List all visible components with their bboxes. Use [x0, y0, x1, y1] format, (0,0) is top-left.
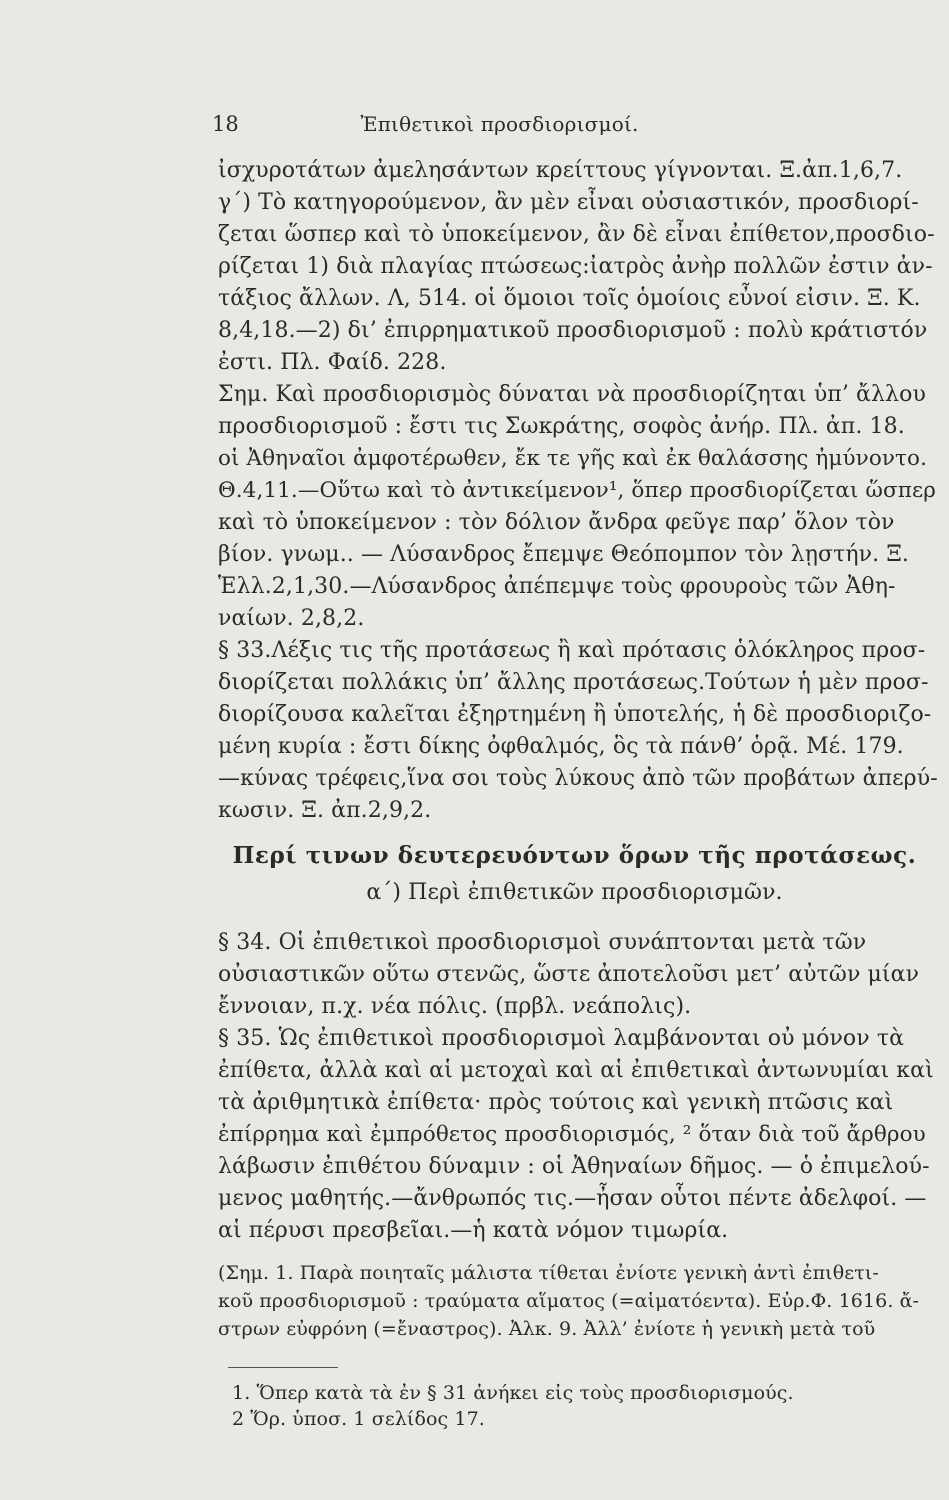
section-line: § 34. Οἱ ἐπιθετικοὶ προσδιορισμοὶ συνάπτονται μετὰ τῶν: [218, 930, 867, 955]
body-line: διορίζουσα καλεῖται ἐξηρτημένη ἢ ὑποτελής, ἡ δὲ προσδιοριζο-: [218, 702, 932, 727]
footnote: 1. Ὅπερ κατὰ τὰ ἐν § 31 ἀνήκει εἰς τοὺς προσδιορισμούς.: [232, 1382, 794, 1404]
section-line: μενος μαθητής.—ἄνθρωπός τις.—ἦσαν οὗτοι πέντε ἀδελφοί. —: [218, 1186, 927, 1211]
note-line: (Σημ. 1. Παρὰ ποιηταῖς μάλιστα τίθεται ἐνίοτε γενικὴ ἀντὶ ἐπιθετι-: [218, 1262, 879, 1284]
section-line: αἱ πέρυσι πρεσβεῖαι.—ἡ κατὰ νόμον τιμωρία.: [218, 1218, 729, 1243]
body-line: μένη κυρία : ἔστι δίκης ὀφθαλμός, ὃς τὰ πάνθ’ ὁρᾷ. Μέ. 179.: [218, 734, 904, 759]
section-line: λάβωσιν ἐπιθέτου δύναμιν : οἱ Ἀθηναίων δῆμος. — ὁ ἐπιμελού-: [218, 1154, 930, 1179]
body-line: Ἑλλ.2,1,30.—Λύσανδρος ἀπέπεμψε τοὺς φρουροὺς τῶν Ἀθη-: [218, 574, 896, 599]
body-line: § 33.Λέξις τις τῆς προτάσεως ἢ καὶ πρότασις ὁλόκληρος προσ-: [218, 638, 926, 663]
section-line: τὰ ἀριθμητικὰ ἐπίθετα· πρὸς τούτοις καὶ γενικὴ πτῶσις καὶ: [218, 1090, 894, 1115]
subsection-heading: α΄) Περὶ ἐπιθετικῶν προσδιορισμῶν.: [366, 880, 783, 905]
note-line: στρων εὐφρόνη (=ἔναστρος). Ἀλκ. 9. Ἀλλ’ ἐνίοτε ἡ γενικὴ μετὰ τοῦ: [218, 1318, 876, 1340]
body-line: ἰσχυροτάτων ἀμελησάντων κρείττους γίγνονται. Ξ.ἀπ.1,6,7.: [218, 158, 903, 183]
footnote-rule: [228, 1367, 338, 1368]
body-line: ρίζεται 1) διὰ πλαγίας πτώσεως:ἰατρὸς ἀνὴρ πολλῶν ἐστιν ἀν-: [218, 254, 933, 279]
section-line: οὐσιαστικῶν οὕτω στενῶς, ὥστε ἀποτελοῦσι μετ’ αὐτῶν μίαν: [218, 962, 920, 987]
body-line: καὶ τὸ ὑποκείμενον : τὸν δόλιον ἄνδρα φεῦγε παρ’ ὅλον τὸν: [218, 510, 895, 535]
note-line: κοῦ προσδιορισμοῦ : τραύματα αἵματος (=αἱματόεντα). Εὐρ.Φ. 1616. ἄ-: [218, 1290, 920, 1312]
page-number: 18: [212, 112, 239, 136]
body-line: κωσιν. Ξ. ἀπ.2,9,2.: [218, 798, 432, 823]
footnote: 2 Ὅρ. ὑποσ. 1 σελίδος 17.: [232, 1408, 485, 1430]
section-line: ἐπίρρημα καὶ ἐμπρόθετος προσδιορισμός, ² ὅταν διὰ τοῦ ἄρθρου: [218, 1122, 926, 1147]
body-line: Θ.4,11.—Οὕτω καὶ τὸ ἀντικείμενον¹, ὅπερ προσδιορίζεται ὥσπερ: [218, 478, 936, 503]
body-line: ἐστι. Πλ. Φαίδ. 228.: [218, 350, 447, 375]
running-title: Ἐπιθετικοὶ προσδιορισμοί.: [360, 112, 639, 136]
running-header: [212, 112, 787, 142]
section-heading: Περί τινων δευτερευόντων ὅρων τῆς προτάσεως.: [232, 842, 917, 869]
section-line: ἔννοιαν, π.χ. νέα πόλις. (πρβλ. νεάπολις).: [218, 994, 692, 1019]
section-line: ἐπίθετα, ἀλλὰ καὶ αἱ μετοχαὶ καὶ αἱ ἐπιθετικαὶ ἀντωνυμίαι καὶ: [218, 1058, 934, 1083]
body-line: προσδιορισμοῦ : ἔστι τις Σωκράτης, σοφὸς ἀνήρ. Πλ. ἀπ. 18.: [218, 414, 905, 439]
body-line: διορίζεται πολλάκις ὑπ’ ἄλλης προτάσεως.Τούτων ἡ μὲν προσ-: [218, 670, 929, 695]
section-line: § 35. Ὡς ἐπιθετικοὶ προσδιορισμοὶ λαμβάνονται οὐ μόνον τὰ: [218, 1026, 905, 1051]
body-line: βίον. γνωμ.. — Λύσανδρος ἔπεμψε Θεόπομπον τὸν λῃστήν. Ξ.: [218, 542, 909, 567]
body-line: γ΄) Τὸ κατηγορούμενον, ἂν μὲν εἶναι οὐσιαστικόν, προσδιορί-: [218, 190, 919, 215]
body-line: —κύνας τρέφεις,ἵνα σοι τοὺς λύκους ἀπὸ τῶν προβάτων ἀπερύ-: [218, 766, 938, 791]
body-line: ζεται ὥσπερ καὶ τὸ ὑποκείμενον, ἂν δὲ εἶναι ἐπίθετον,προσδιο-: [218, 222, 935, 247]
body-line: τάξιος ἄλλων. Λ, 514. οἱ ὅμοιοι τοῖς ὁμοίοις εὖνοί εἰσιν. Ξ. Κ.: [218, 286, 921, 311]
body-line: Σημ. Καὶ προσδιορισμὸς δύναται νὰ προσδιορίζηται ὑπ’ ἄλλου: [218, 382, 926, 407]
body-line: ναίων. 2,8,2.: [218, 606, 365, 631]
body-line: οἱ Ἀθηναῖοι ἀμφοτέρωθεν, ἔκ τε γῆς καὶ ἐκ θαλάσσης ἠμύνοντο.: [218, 446, 928, 471]
body-line: 8,4,18.—2) δι’ ἐπιρρηματικοῦ προσδιορισμοῦ : πολὺ κράτιστόν: [218, 318, 928, 343]
